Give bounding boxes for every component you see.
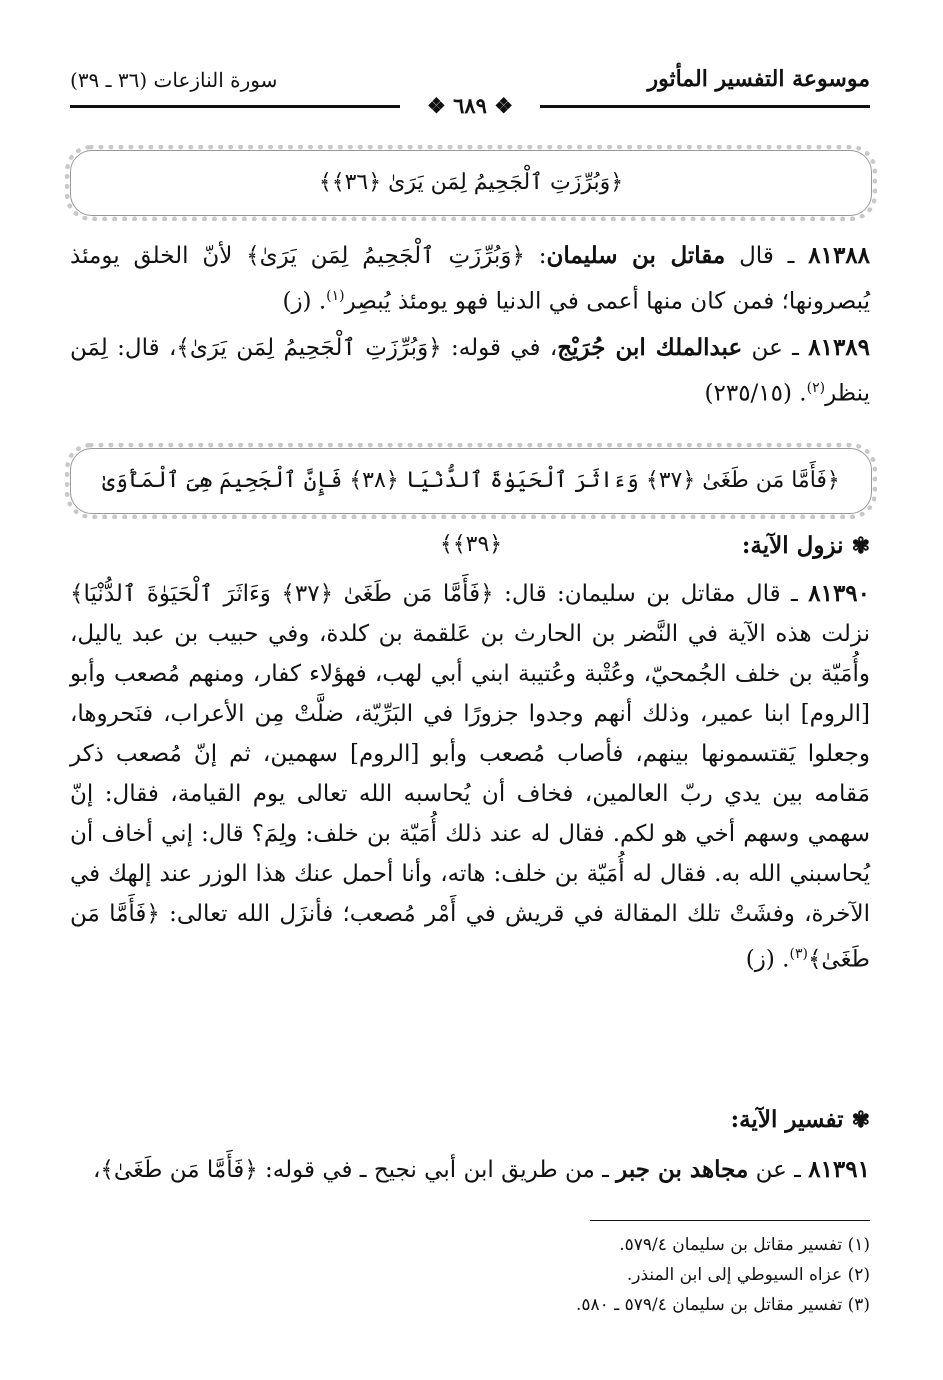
narration-number: ٨١٣٨٩	[808, 334, 871, 361]
heading-text: نزول الآية:	[741, 532, 844, 559]
narration-text: : ﴿وَبُرِّزَتِ ٱلْجَحِيمُ لِمَن يَرَىٰ﴾ لأنّ الخلق يومئذ يُبصرونها؛ فمن كان منها أعمى في الدنيا فهو يومئذ يُبصِر	[70, 243, 870, 315]
page-number: ❖ ٦٨٩ ❖	[426, 93, 514, 118]
footnote-3: (٣) تفسير مقاتل بن سليمان ٥٧٩/٤ ـ ٥٨٠.	[576, 1295, 870, 1315]
narration-text: ، في قوله: ﴿وَبُرِّزَتِ ٱلْجَحِيمُ لِمَن يَرَىٰ﴾، قال: لِمَن ينظر	[70, 335, 870, 407]
narration-lead: ـ عن	[742, 335, 799, 361]
narrator-name: مقاتل بن سليمان	[546, 242, 726, 269]
narration-tail: . (ز)	[745, 946, 790, 973]
verse-text-2: ﴿فَأَمَّا مَن طَغَىٰ ﴿٣٧﴾ وَءَاثَرَ ٱلْحَيَوٰةَ ٱلدُّنْيَا ﴿٣٨﴾ فَإِنَّ ٱلْجَحِيمَ هِىَ ٱلْمَأْوَىٰ ﴿٣٩﴾﴾	[102, 468, 840, 557]
narration-number: ٨١٣٩١	[808, 1156, 870, 1183]
footnote-1: (١) تفسير مقاتل بن سليمان ٥٧٩/٤.	[619, 1235, 870, 1255]
narrator-name: مجاهد بن جبر	[616, 1156, 749, 1183]
header-rule	[70, 93, 870, 118]
heading-text: تفسير الآية:	[730, 1106, 844, 1133]
narrator-name: عبدالملك ابن جُرَيْج	[557, 334, 743, 361]
narration-lead: ـ قال	[725, 243, 795, 269]
surah-range: سورة النازعات (٣٦ ـ ٣٩)	[70, 68, 278, 92]
rule-left	[70, 105, 400, 108]
narration-81390	[70, 574, 870, 980]
verse-text-1: ﴿وَبُرِّزَتِ ٱلْجَحِيمُ لِمَن يَرَىٰ ﴿٣٦﴾﴾	[318, 170, 624, 195]
section-heading-nuzul	[70, 532, 870, 559]
footnote-2: (٢) عزاه السيوطي إلى ابن المنذر.	[626, 1265, 870, 1285]
footnote-ref: (٢)	[806, 380, 826, 396]
rule-right	[540, 105, 870, 108]
book-title: موسوعة التفسير المأثور	[647, 66, 870, 92]
flower-star-icon: ✾	[851, 1107, 870, 1133]
flower-star-icon: ✾	[851, 533, 870, 559]
footnote-ref: (١)	[326, 288, 345, 304]
narration-tail: . (٢٣٥/١٥)	[704, 380, 807, 407]
narration-81388	[70, 236, 870, 322]
narration-tail: . (ز)	[282, 288, 327, 315]
narration-81391	[70, 1150, 870, 1190]
narration-number: ٨١٣٩٠	[808, 580, 871, 607]
narration-text: ـ قال مقاتل بن سليمان: قال: ﴿فَأَمَّا مَن طَغَىٰ ﴿٣٧﴾ وَءَاثَرَ ٱلْحَيَوٰةَ ٱلدُّنْيَا﴾ نزلت هذه الآية في النَّضر بن الحارث بن عَلقمة بن كلدة، وفي حبيب بن عبد ياليل، وأُمَيّة بن خلف الجُمحيّ، وعُتْبة وعُتيبة ابني أبي لهب، فهؤلاء كفار، ومنهم مُصعب وأبو [الروم] ابنا عمير، وذلك أنهم وجدوا جزورًا في البَرِّيّة، ضلَّتْ مِن الأعراب، فنَحروها، وجعلوا يَقتسمونها بينهم، فأصاب مُصعب وأبو [الروم] سهمين، ثم إنّ مُصعب ذكر مَقامه بين يدي ربّ العالمين، فخاف أن يُحاسبه الله تعالى يوم القيامة، فقال: إنّ سهمي وسهم أخي هو لكم. فقال له عند ذلك أُمَيّة بن خلف: ولِمَ؟ قال: إني أخاف أن يُحاسبني الله به. فقال له أُمَيّة بن خلف: هاته، وأنا أحمل عنك هذا الوزر عند إلهك في الآخرة، وفشَتْ تلك المقالة في قريش في أَمْر مُصعب؛ فأنزَل الله تعالى: ﴿فَأَمَّا مَن طَغَىٰ﴾	[70, 581, 870, 973]
footnote-ref: (٣)	[789, 946, 808, 962]
verse-frame-1	[70, 150, 872, 216]
footnote-divider	[590, 1220, 870, 1221]
section-heading-tafsir	[70, 1106, 870, 1133]
narration-text: ـ من طريق ابن أبي نجيح ـ في قوله: ﴿فَأَمَّا مَن طَغَىٰ﴾،	[93, 1157, 617, 1183]
narration-81389	[70, 328, 870, 414]
narration-lead: ـ عن	[748, 1157, 801, 1183]
narration-number: ٨١٣٨٨	[808, 242, 871, 269]
